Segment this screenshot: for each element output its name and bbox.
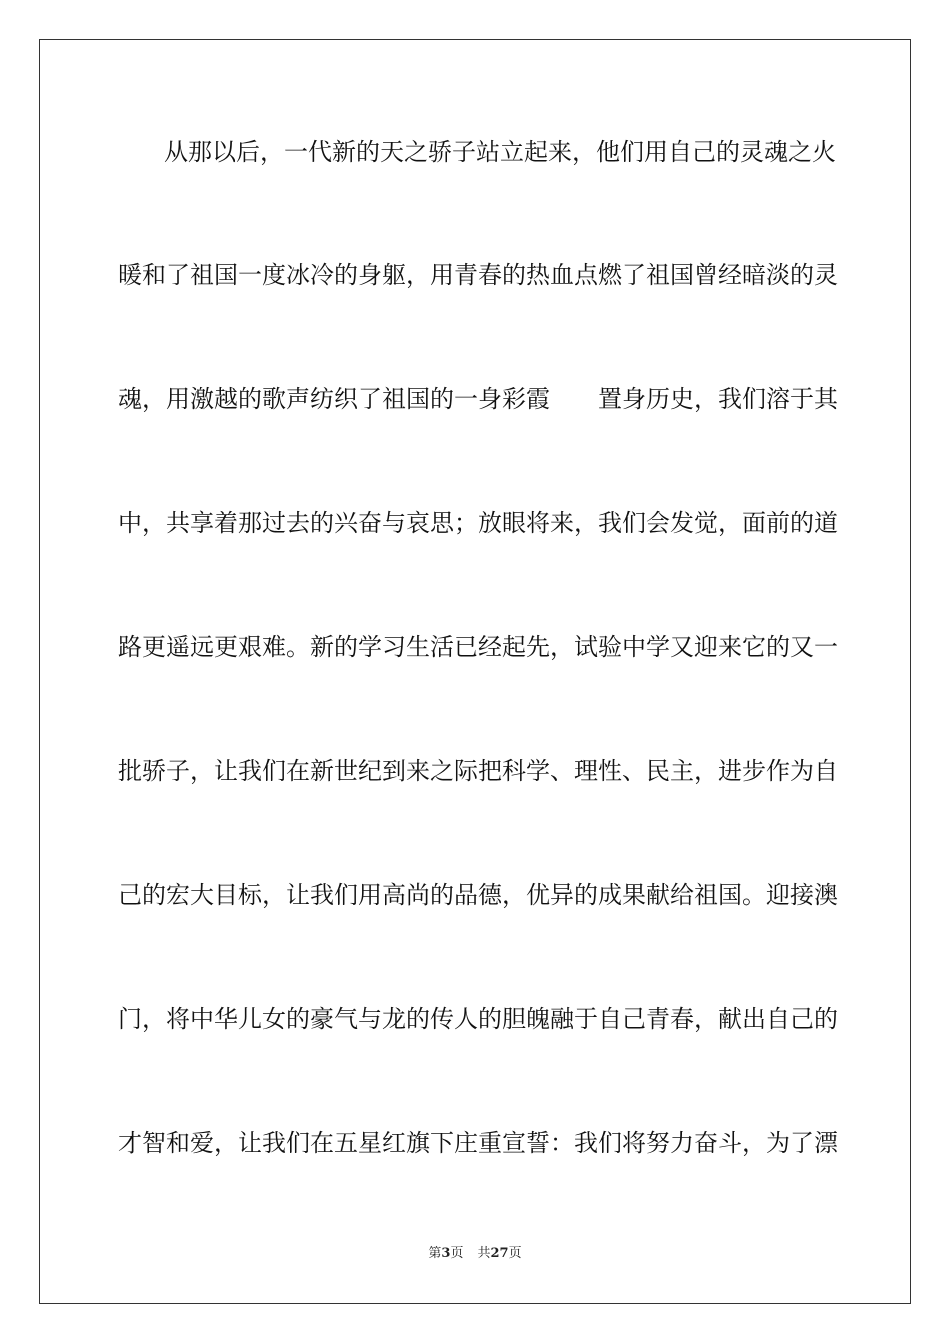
- body-text-line-6: 批骄子，让我们在新世纪到来之际把科学、理性、民主，进步作为自: [118, 757, 838, 785]
- total-prefix: 共: [477, 1246, 491, 1261]
- body-text-line-7: 己的宏大目标，让我们用高尚的品德，优异的成果献给祖国。迎接澳: [118, 881, 838, 909]
- body-text-line-2: 暖和了祖国一度冰冷的身躯，用青春的热血点燃了祖国曾经暗淡的灵: [118, 261, 838, 289]
- total-suffix: 页: [508, 1246, 522, 1261]
- body-text-line-9: 才智和爱，让我们在五星红旗下庄重宣誓：我们将努力奋斗，为了漂: [118, 1129, 838, 1157]
- page-prefix: 第: [428, 1246, 442, 1261]
- page-suffix: 页: [450, 1246, 464, 1261]
- body-text-line-3: 魂，用激越的歌声纺织了祖国的一身彩霞 置身历史，我们溶于其: [118, 385, 838, 413]
- total-pages: 27: [490, 1246, 509, 1261]
- body-text-line-4: 中，共享着那过去的兴奋与哀思；放眼将来，我们会发觉，面前的道: [118, 509, 838, 537]
- body-text-line-5: 路更遥远更艰难。新的学习生活已经起先，试验中学又迎来它的又一: [118, 633, 838, 661]
- page-number: 3: [441, 1246, 451, 1261]
- body-text-line-1: 从那以后，一代新的天之骄子站立起来，他们用自己的灵魂之火: [164, 138, 836, 166]
- page-border: [39, 39, 911, 1304]
- body-text-line-8: 门，将中华儿女的豪气与龙的传人的胆魄融于自己青春，献出自己的: [118, 1005, 838, 1033]
- page-footer: [0, 1245, 950, 1263]
